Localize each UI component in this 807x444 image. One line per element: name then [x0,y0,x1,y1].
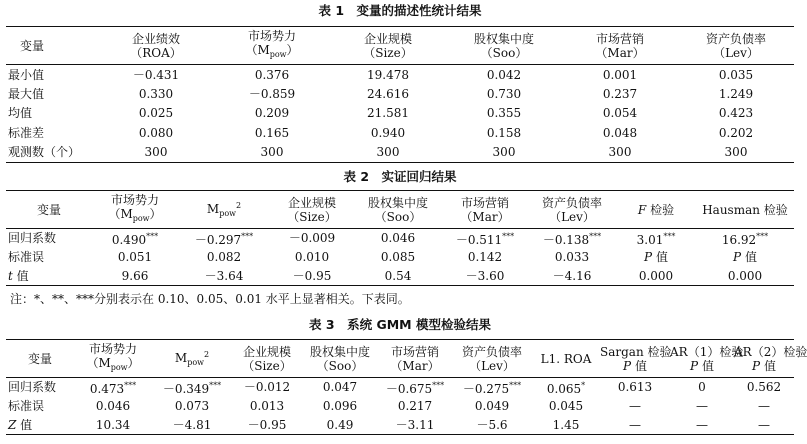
table3-header-l1-roa: L1. ROA [532,340,600,378]
table-cell: 0.085 [380,250,416,264]
table-cell: 3.01*** [636,231,676,247]
table-cell: 0.209 [254,106,290,121]
table-cell: 0 [698,380,706,395]
table-cell: 0.613 [617,380,653,395]
table-row [6,143,794,163]
table-cell: －0.009 [288,231,336,246]
table-cell: — [629,417,641,432]
significance-stars: *** [146,231,159,241]
row-label: 均值 [8,106,33,121]
table-cell: 0.049 [474,399,510,413]
table-cell: －3.64 [204,268,244,283]
table-cell: 0.000 [638,268,674,283]
table-cell: 0.054 [602,106,638,121]
table1-header-roa: 企业绩效 （ROA） [98,27,214,65]
table3-header-row [6,340,794,378]
table-cell: 0.330 [138,86,174,101]
table-cell: — [758,399,770,413]
significance-stars: *** [589,231,602,241]
table-cell: 19.478 [367,67,409,82]
table2-header-mpow-squared: $M_{pow}^2$ [178,191,270,229]
table-row [6,397,794,416]
table-row [6,104,794,124]
table-cell: －0.95 [247,417,287,432]
table2-header-row [6,191,794,229]
table1-header-mpow: 市场势力 $(M_{pow})$ [214,27,330,65]
table-cell: 0.035 [718,67,754,82]
significance-stars: *** [432,380,445,390]
table-cell: 1.249 [718,86,754,101]
table-cell: 0.033 [554,250,590,264]
table-cell: －0.275*** [462,380,522,396]
table1-header-soo: 股权集中度 （Soo） [446,27,562,65]
row-label: 观测数（个） [8,145,81,159]
table-row [6,267,794,286]
table-cell: — [758,417,770,432]
significance-stars: * [581,380,586,390]
table-row [6,84,794,104]
table-cell: 0.042 [486,67,522,82]
table1-header-lev: 资产负债率 （Lev） [678,27,794,65]
table3-caption: 表 3 系统 GMM 模型检验结果 [309,317,491,332]
table-cell: －4.81 [172,417,212,432]
table-cell: 0.940 [370,125,406,140]
table-cell: 0.237 [602,86,638,101]
row-label: 标准差 [8,125,45,140]
table-cell: 300 [376,145,400,159]
table-cell: 0.045 [548,399,584,413]
table-cell: 0.165 [254,125,290,140]
table3-header-sargan: Sargan 检验 P 值 [600,340,670,378]
table-cell: －0.349*** [162,380,222,396]
table-cell: 300 [492,145,516,159]
row-label: 标准误 [8,399,45,413]
table2-header-size: 企业规模 （Size） [270,191,354,229]
table-cell: －4.16 [552,268,592,283]
table-cell: P 值 [644,250,668,264]
table-row [6,65,794,85]
table-cell: 0.046 [95,399,131,413]
table3-header-ar1: AR（1）检验 P 值 [670,340,734,378]
table-cell: P 值 [733,250,757,264]
table-cell: 300 [608,145,632,159]
table2-regression-results [6,190,794,286]
table2-header-lev: 资产负债率 （Lev） [528,191,616,229]
table-cell: — [696,399,708,413]
table-cell: －3.11 [395,417,435,432]
table-cell: 0.376 [254,67,290,82]
table-cell: 0.217 [397,399,433,413]
row-label: t 值 [8,268,29,283]
table-cell: 0.025 [138,106,174,121]
table-cell: －0.95 [292,268,332,283]
table-cell: 300 [144,145,168,159]
table-cell: 0.082 [206,250,242,264]
table3-header-mar: 市场营销 （Mar） [378,340,452,378]
table3-header-size: 企业规模 （Size） [232,340,302,378]
row-label: 最小值 [8,67,45,82]
table-cell: 0.355 [486,106,522,121]
table-cell: 0.000 [727,268,763,283]
table-cell: 0.490*** [111,231,159,247]
table-cell: 0.013 [249,399,285,413]
table-row [6,248,794,267]
table1-header-row [6,27,794,65]
table1-header-mar: 市场营销 （Mar） [562,27,678,65]
table3-gmm-results [6,339,807,435]
table-cell: 0.010 [294,250,330,264]
table-cell: 0.54 [384,268,412,283]
table2-header-mpow: 市场势力 $(M_{pow})$ [92,191,178,229]
table-cell: 0.001 [602,67,638,82]
significance-stars: *** [502,231,515,241]
table1-caption: 表 1 变量的描述性统计结果 [318,3,482,18]
table-cell: 0.423 [718,106,754,121]
table-cell: 0.142 [467,250,503,264]
table3-header-lev: 资产负债率 （Lev） [452,340,532,378]
table-cell: 21.581 [367,106,409,121]
row-label: Z 值 [8,417,33,432]
table-cell: 0.562 [746,380,782,395]
table3-header-mpow-squared: $M_{pow}^2$ [152,340,232,378]
table-cell: 0.202 [718,125,754,140]
table-cell: －0.511*** [455,231,515,247]
table2-header-variable: 变量 [6,191,92,229]
row-label: 回归系数 [8,380,57,395]
table-cell: －5.6 [476,417,508,432]
table-cell: — [629,399,641,413]
table-cell: 24.616 [367,86,409,101]
table-cell: 0.047 [322,380,358,395]
table-cell: －0.675*** [385,380,445,396]
table-cell: 0.046 [380,231,416,246]
table-row [6,378,794,397]
significance-stars: *** [663,231,676,241]
table2-header-soo: 股权集中度 （Soo） [354,191,442,229]
row-label: 回归系数 [8,231,57,246]
significance-stars: *** [756,231,769,241]
table-cell: 0.080 [138,125,174,140]
table-cell: －0.012 [243,380,291,395]
table3-header-mpow: 市场势力 $(M_{pow})$ [74,340,152,378]
table2-header-mar: 市场营销 （Mar） [442,191,528,229]
table-cell: 16.92*** [721,231,769,247]
table-cell: 1.45 [552,417,580,432]
table-cell: －0.431 [132,67,180,82]
significance-note: 注：*、**、***分别表示在 0.10、0.05、0.01 水平上显著相关。下表同。 [10,292,410,306]
table-cell: 0.048 [602,125,638,140]
table3-header-ar2: AR（2）检验 P 值 [734,340,794,378]
table2-header-hausman: Hausman 检验 [696,191,794,229]
row-label: 标准误 [8,250,45,264]
table-cell: 0.730 [486,86,522,101]
table-cell: 0.158 [486,125,522,140]
table-cell: 0.065* [546,380,586,396]
table-row [6,123,794,143]
table-cell: －0.297*** [194,231,254,247]
significance-stars: *** [124,380,137,390]
table1-header-variable: 变量 [6,27,98,65]
table2-header-f-test: F 检验 [616,191,696,229]
table3-header-soo: 股权集中度 （Soo） [302,340,378,378]
table2-caption: 表 2 实证回归结果 [343,169,457,184]
table-cell: 0.051 [117,250,153,264]
table-row [6,229,794,248]
table-cell: －0.859 [248,86,296,101]
table-cell: 0.073 [174,399,210,413]
table-cell: 0.473*** [89,380,137,396]
table-cell: －3.60 [465,268,505,283]
row-label: 最大值 [8,86,45,101]
table-cell: 10.34 [95,417,131,432]
table-cell: 0.49 [326,417,354,432]
table-cell: 9.66 [121,268,149,283]
significance-stars: *** [209,380,222,390]
table-cell: 300 [724,145,748,159]
table-cell: 0.096 [322,399,358,413]
significance-stars: *** [241,231,254,241]
table1-descriptive-stats [6,26,794,163]
table1-header-size: 企业规模 （Size） [330,27,446,65]
table-row [6,416,794,435]
table-cell: 300 [260,145,284,159]
significance-stars: *** [509,380,522,390]
table3-header-variable: 变量 [6,340,74,378]
table-cell: — [696,417,708,432]
table-cell: －0.138*** [542,231,602,247]
